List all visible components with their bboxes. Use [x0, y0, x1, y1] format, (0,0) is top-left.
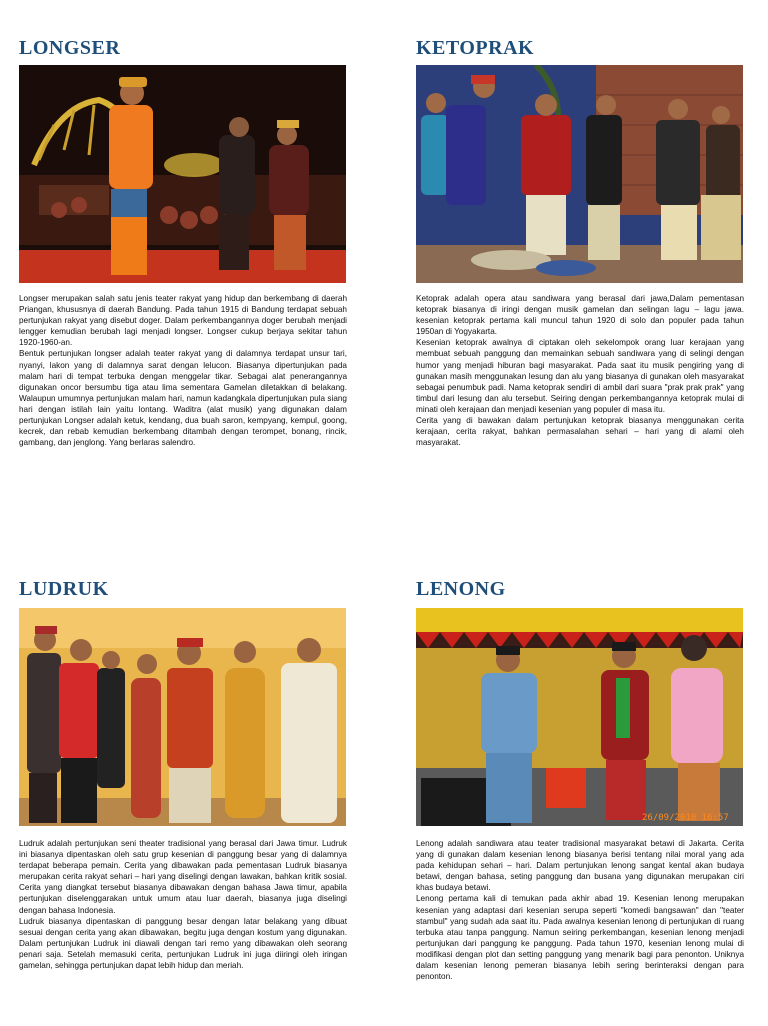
section-title: KETOPRAK [416, 37, 535, 59]
ketoprak-description [416, 293, 744, 448]
section-title: LENONG [416, 578, 506, 600]
section-lenong [416, 576, 746, 982]
paragraph: Ludruk biasanya dipentaskan di panggung besar dengan latar belakang yang dibuat sesuai dengan cerita yang akan dibawakan, begitu juga dengan kostum yang digunakan. Dalam pertunjukan Ludruk ini diawali dengan tari remo yang dibawakan oleh seorang penari saja. Setelah memasuki cerita, pertunjukan Ludruk ini juga diiringi oleh iringan gamelan, sehingga pertunjukan dapat lebih hidup dan meriah. [19, 916, 347, 971]
paragraph: Lenong adalah sandiwara atau teater tradisional masyarakat betawi di Jakarta. Cerita yang di gunakan dalam kesenian lenong biasanya berisi tentang nilai moral yang ada pada kehidupan sehari – hari. Dalam pertunjukan lenong sangat kental akan budaya betawi, dengan bahasa, seting panggung dan busana yang digunakan merupakan ciri khas budaya betawi. [416, 839, 744, 893]
lenong-photo [416, 608, 743, 826]
section-ketoprak [416, 35, 746, 448]
paragraph: Cerita yang di bawakan dalam pertunjukan ketoprak biasanya menggunakan cerita kerajaan, cerita rakyat, bahkan permasalahan sehari – hari yang di alami oleh masyarakat. [416, 416, 744, 448]
section-ludruk [19, 576, 349, 971]
longser-photo [19, 65, 346, 283]
paragraph: Lenong pertama kali di temukan pada akhir abad 19. Kesenian lenong merupakan kesenian yang adaptasi dari kesenian serupa seperti "komedi bangsawan" dan "teater stambul" yang sudah ada saat itu. Pada awalnya kesenian lenong di pertunjukan di ruang terbuka atau tanpa panggung. Namun seiring perkembangan, kesenian lenong menjadi pertunjukan dari panggung ke panggung. Pada tahun 1970, kesenian lenong mulai di modifikasi dengan plot dan setting panggung yang menarik bagi para penonton. Uniknya dalam kesenian lenong pemeran biasanya lebih sering berinteraksi dengan para penonton. [416, 894, 744, 982]
paragraph: Ketoprak adalah opera atau sandiwara yang berasal dari jawa,Dalam pementasan ketoprak biasanya di iringi dengan musik gamelan dan selingan lagu – lagu jawa. kesenian ketoprak pertama kali muncul tahun 1920 di solo dan populer pada tahun 1950an di Yogyakarta. [416, 294, 744, 337]
ludruk-description [19, 838, 347, 1026]
section-longser [19, 35, 349, 448]
paragraph: Kesenian ketoprak awalnya di ciptakan oleh sekelompok orang luar kerajaan yang membuat sebuah panggung dan memainkan sebuah sandiwara yang di selingi dengan humor yang menjadi hiburan bagi masyarakat. Pada saat itu musik pengiring yang di gunakan masih menggunakan lesung dan alu yang biasanya di gunakan oleh masyarakat sebagai penumbuk padi. Nama ketoprak sendiri di ambil dari suara "prak prak prak" yang timbul dari lesung dan alu tersebut. Seiring dengan perkembangannya ketoprak mulai di minati oleh kerajaan dan menjadi kesenian yang populer di masa itu. [416, 338, 744, 414]
photo-timestamp: 26/09/2010 16:57 [642, 813, 729, 823]
section-title: LONGSER [19, 37, 121, 59]
ludruk-photo [19, 608, 346, 826]
section-title: LUDRUK [19, 578, 109, 600]
ketoprak-photo [416, 65, 743, 283]
paragraph: Longser merupakan salah satu jenis teater rakyat yang hidup dan berkembang di daerah Priangan, khususnya di daerah Bandung. Pada tahun 1915 di Bandung terdapat sebuah pertunjukan rakyat yang disebut doger. Dalam perkembangannya doger berubah menjadi lengger kemudian berubah lagi menjadi longser. Longser cukup berjaya sekitar tahun 1920-1960-an. [19, 294, 347, 348]
paragraph: Bentuk pertunjukan longser adalah teater rakyat yang di dalamnya terdapat unsur tari, nyanyi, lakon yang di dalamnya sarat dengan lelucon. Biasanya dipertunjukan pada malam hari di tempat terbuka dengan menggelar tikar. Sebagai alat penerangannya digunakan oncor bersumbu tiga atau lima sementara Gamelan diletakkan di belakang. Walaupun umumnya pertunjukan malam hari, namun kadangkala dipertunjukan pula siang hari dengan istilah lain yaitu lontang. Waditra (alat musik) yang digunakan dalam pertunjukan Longser adalah ketuk, kendang, dua buah saron, kempyang, kempul, goong, kecrek, dan rebab kemudian berkembang ditambah dengan terompet, bonang, rincik, gambang, dan jenglong. Yang berlaras salendro. [19, 349, 347, 448]
lenong-description [416, 838, 744, 1026]
longser-description [19, 293, 347, 448]
paragraph: Ludruk adalah pertunjukan seni theater tradisional yang berasal dari Jawa timur. Ludruk ini biasanya dipentaskan oleh satu grup kesenian di panggung besar yang di dalamnya terdapat beberapa pemain. Cerita yang dibawakan pada pementasan Ludruk biasanya merupakan cerita rakyat sehari – hari yang diselingi dengan lawakan, bahkan kritik sosial. Cerita yang diangkat tersebut biasanya dibawakan dengan bahasa Jawa timur, apabila pertunjukan diselenggarakan untuk umum atau luar daerah, biasanya juga diselingi dengan bahasa Indonesia. [19, 839, 347, 915]
